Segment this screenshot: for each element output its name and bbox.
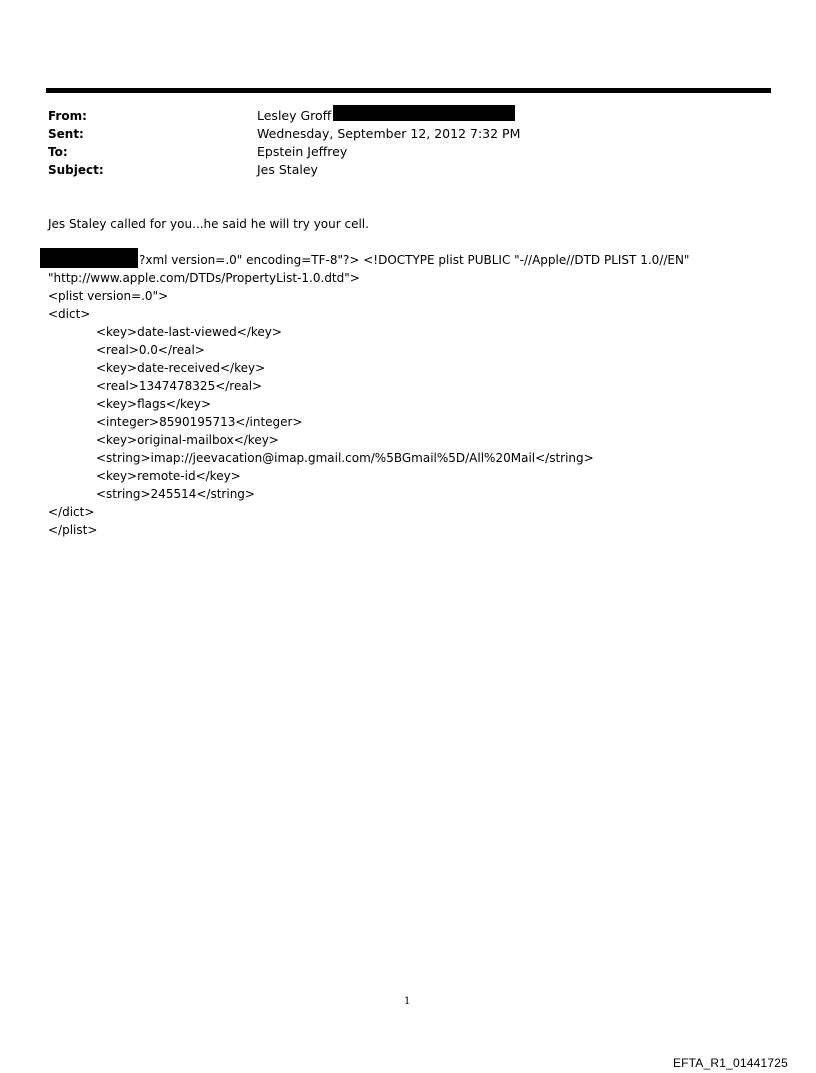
message-text: Jes Staley called for you...he said he will try your cell. xyxy=(48,217,369,231)
xml-declaration-line: ?xml version=.0" encoding=TF-8"?> <!DOCTYPE plist PUBLIC "-//Apple//DTD PLIST 1.0//EN" xyxy=(139,253,690,267)
subject-value: Jes Staley xyxy=(257,162,318,177)
document-id: EFTA_R1_01441725 xyxy=(672,1056,788,1070)
xml-dict-line: <key>remote-id</key> xyxy=(96,469,241,483)
to-value: Epstein Jeffrey xyxy=(257,144,348,159)
page-number: 1 xyxy=(404,996,411,1007)
redaction-box-sender-email xyxy=(333,105,515,121)
sent-label: Sent: xyxy=(48,127,84,141)
xml-dtd-line: "http://www.apple.com/DTDs/PropertyList-1.0.dtd"> xyxy=(48,271,360,285)
xml-dict-line: <integer>8590195713</integer> xyxy=(96,415,303,429)
xml-dict-open: <dict> xyxy=(48,307,91,321)
redaction-box-xml-prefix xyxy=(40,248,138,268)
xml-dict-line: <key>date-last-viewed</key> xyxy=(96,325,282,339)
subject-label: Subject: xyxy=(48,163,104,177)
xml-dict-line: <key>flags</key> xyxy=(96,397,212,411)
xml-dict-line: <string>245514</string> xyxy=(96,487,255,501)
xml-dict-line: <string>imap://jeevacation@imap.gmail.com/%5BGmail%5D/All%20Mail</string> xyxy=(96,451,594,465)
xml-plist-open: <plist version=.0"> xyxy=(48,289,169,303)
xml-plist-close: </plist> xyxy=(48,523,98,537)
header-divider xyxy=(46,88,771,93)
xml-dict-line: <key>date-received</key> xyxy=(96,361,266,375)
xml-dict-line: <real>0.0</real> xyxy=(96,343,205,357)
to-label: To: xyxy=(48,145,68,159)
sent-value: Wednesday, September 12, 2012 7:32 PM xyxy=(257,126,521,141)
from-value: Lesley Groff xyxy=(257,108,332,123)
xml-dict-close: </dict> xyxy=(48,505,95,519)
from-label: From: xyxy=(48,109,87,123)
xml-dict-line: <key>original-mailbox</key> xyxy=(96,433,279,447)
xml-dict-line: <real>1347478325</real> xyxy=(96,379,263,393)
